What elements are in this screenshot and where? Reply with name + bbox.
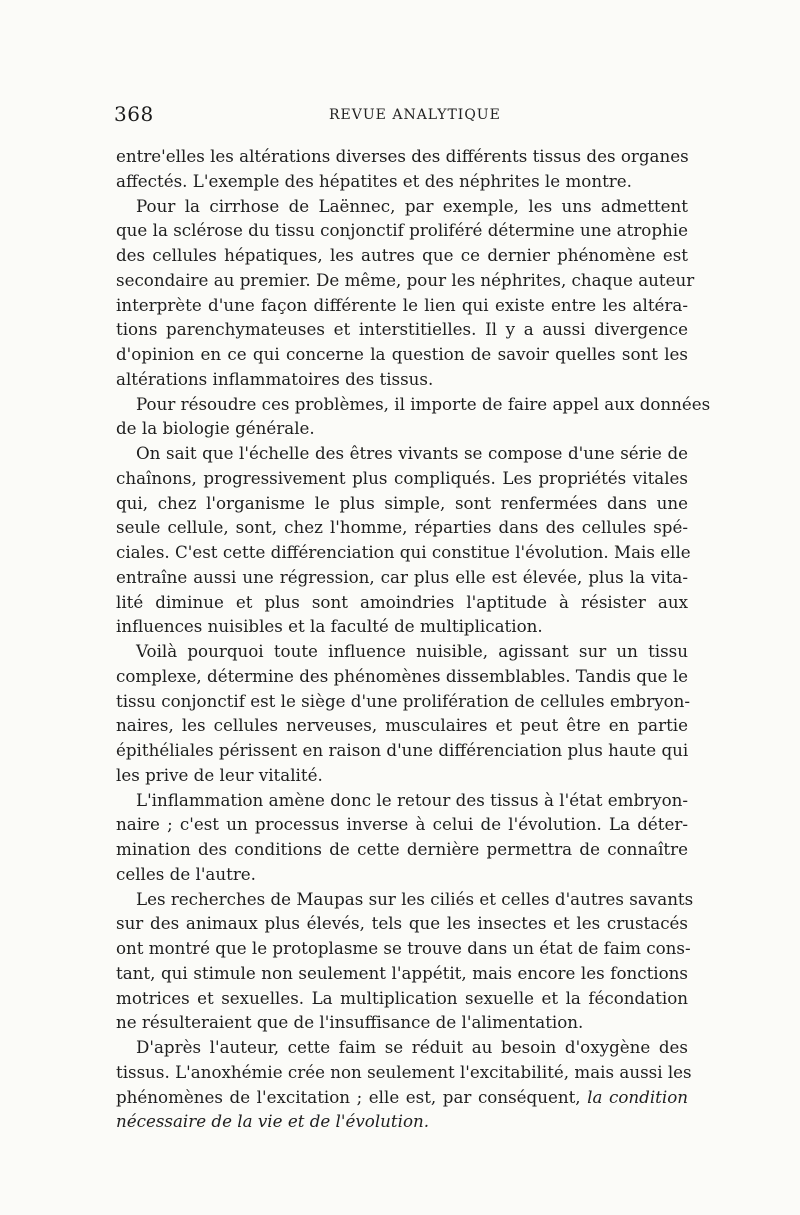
text-line: motrices et sexuelles. La multiplication sexuelle et la fécondation xyxy=(116,987,688,1008)
text-line: naires, les cellules nerveuses, musculaires et peut être en partie xyxy=(116,715,688,736)
text-line: Les recherches de Maupas sur les ciliés et celles d'autres savants xyxy=(136,888,694,909)
text-line: sur des animaux plus élevés, tels que les insectes et les crustacés xyxy=(116,913,688,934)
text-line-roman-part: phénomènes de l'excitation ; elle est, par conséquent, xyxy=(116,1086,581,1107)
text-line: des cellules hépatiques, les autres que ce dernier phénomène est xyxy=(116,245,688,265)
text-line: tant, qui stimule non seulement l'appétit, mais encore les fonctions xyxy=(116,962,688,983)
text-line: celles de l'autre. xyxy=(116,863,256,884)
text-line: chaînons, progressivement plus compliqués. Les propriétés vitales xyxy=(116,467,688,488)
text-line: ont montré que le protoplasme se trouve dans un état de faim cons- xyxy=(116,938,691,958)
body-text xyxy=(116,144,711,1134)
text-line-mixed xyxy=(116,1085,688,1110)
page-header xyxy=(114,102,686,132)
text-line: ne résulteraient que de l'insuffisance de l'alimentation. xyxy=(116,1012,584,1033)
text-line: complexe, détermine des phénomènes dissemblables. Tandis que le xyxy=(116,665,689,686)
text-line: épithéliales périssent en raison d'une différenciation plus haute qui xyxy=(116,740,689,760)
page-number: 368 xyxy=(114,102,154,126)
text-line: Voilà pourquoi toute influence nuisible, agissant sur un tissu xyxy=(136,641,688,661)
text-line: d'opinion en ce qui concerne la question de savoir quelles sont les xyxy=(116,344,688,364)
text-line: que la sclérose du tissu conjonctif proliféré détermine une atrophie xyxy=(116,220,688,241)
text-line: On sait que l'échelle des êtres vivants se compose d'une série de xyxy=(136,443,688,463)
text-line: lité diminue et plus sont amoindries l'aptitude à résister aux xyxy=(116,591,688,612)
text-line: L'inflammation amène donc le retour des tissus à l'état embryon- xyxy=(136,789,688,810)
text-line: D'après l'auteur, cette faim se réduit au besoin d'oxygène des xyxy=(136,1037,688,1057)
text-line-italic: nécessaire de la vie et de l'évolution. xyxy=(116,1111,430,1132)
text-line: mination des conditions de cette dernière permettra de connaître xyxy=(116,839,688,859)
text-line-italic-part: la condition xyxy=(587,1086,688,1107)
text-line: les prive de leur vitalité. xyxy=(116,764,323,785)
text-line: entre'elles les altérations diverses des différents tissus des organes xyxy=(116,146,689,166)
text-line: tissus. L'anoxhémie crée non seulement l'excitabilité, mais aussi les xyxy=(116,1061,692,1082)
text-line: Pour la cirrhose de Laënnec, par exemple, les uns admettent xyxy=(136,195,688,216)
text-line: affectés. L'exemple des hépatites et des néphrites le montre. xyxy=(116,170,632,191)
text-line: Pour résoudre ces problèmes, il importe de faire appel aux données xyxy=(136,393,711,414)
text-line: naire ; c'est un processus inverse à celui de l'évolution. La déter- xyxy=(116,814,688,835)
text-line: de la biologie générale. xyxy=(116,418,315,439)
text-line: secondaire au premier. De même, pour les néphrites, chaque auteur xyxy=(116,269,695,290)
running-title: REVUE ANALYTIQUE xyxy=(329,107,501,123)
text-line: influences nuisibles et la faculté de multiplication. xyxy=(116,616,543,637)
text-line: altérations inflammatoires des tissus. xyxy=(116,368,434,389)
text-line: tions parenchymateuses et interstitielles. Il y a aussi divergence xyxy=(116,319,688,340)
text-line: qui, chez l'organisme le plus simple, sont renfermées dans une xyxy=(116,492,688,513)
text-line: ciales. C'est cette différenciation qui constitue l'évolution. Mais elle xyxy=(116,542,691,562)
text-line: interprète d'une façon différente le lien qui existe entre les altéra- xyxy=(116,294,688,315)
text-line: tissu conjonctif est le siège d'une prolifération de cellules embryon- xyxy=(116,690,691,711)
text-line: seule cellule, sont, chez l'homme, réparties dans des cellules spé- xyxy=(116,517,688,538)
text-line: entraîne aussi une régression, car plus elle est élevée, plus la vita- xyxy=(116,566,688,587)
